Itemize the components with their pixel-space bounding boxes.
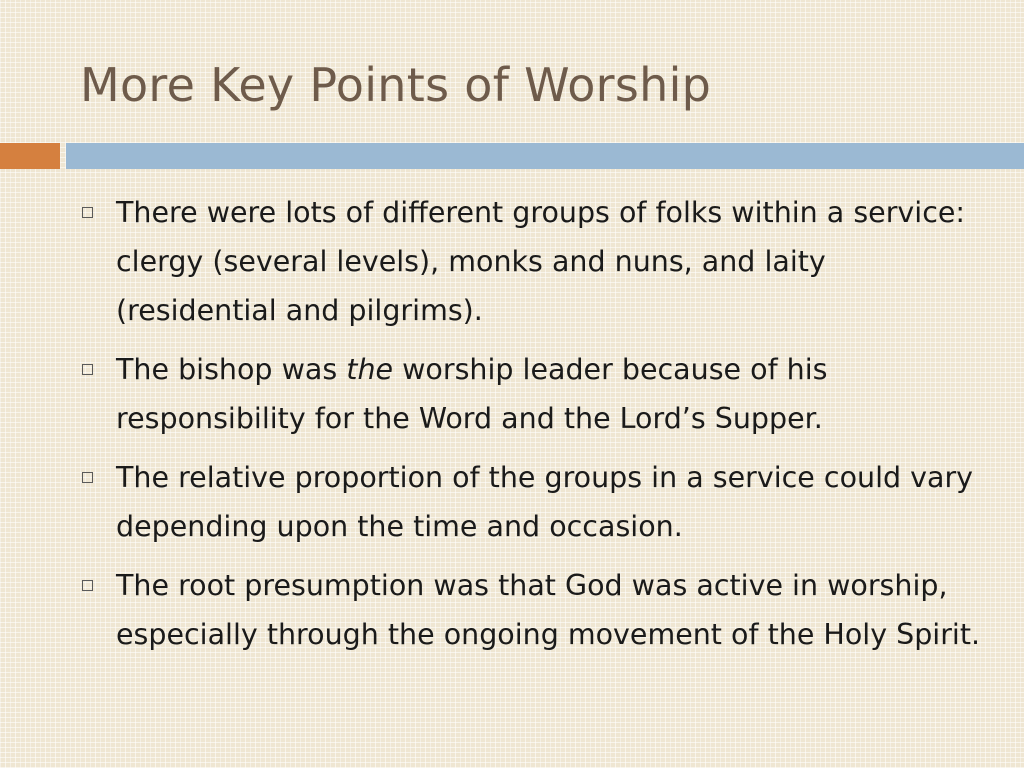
bullet-text-continued: worship leader because of his responsibility for the Word and the Lord’s Supper. <box>116 353 828 435</box>
bullet-item <box>78 453 988 551</box>
bullet-list <box>78 188 988 669</box>
bullet-text: There were lots of different groups of folks within a service: clergy (several levels), monks and nuns, and laity (residential and pilgrims). <box>116 196 966 327</box>
bullet-text: The relative proportion of the groups in a service could vary depending upon the time and occasion. <box>116 461 974 543</box>
hollow-square-icon <box>82 207 93 218</box>
bullet-item <box>78 188 988 335</box>
accent-bar-orange <box>0 143 60 169</box>
bullet-item <box>78 345 988 443</box>
bullet-item <box>78 561 988 659</box>
accent-bar-blue <box>66 143 1024 169</box>
bullet-text: The root presumption was that God was active in worship, especially through the ongoing movement of the Holy Spirit. <box>116 569 981 651</box>
slide-title: More Key Points of Worship <box>80 58 712 112</box>
hollow-square-icon <box>82 580 93 591</box>
hollow-square-icon <box>82 472 93 483</box>
bullet-text: The bishop was <box>116 353 347 386</box>
hollow-square-icon <box>82 364 93 375</box>
bullet-emphasis: the <box>346 353 394 386</box>
